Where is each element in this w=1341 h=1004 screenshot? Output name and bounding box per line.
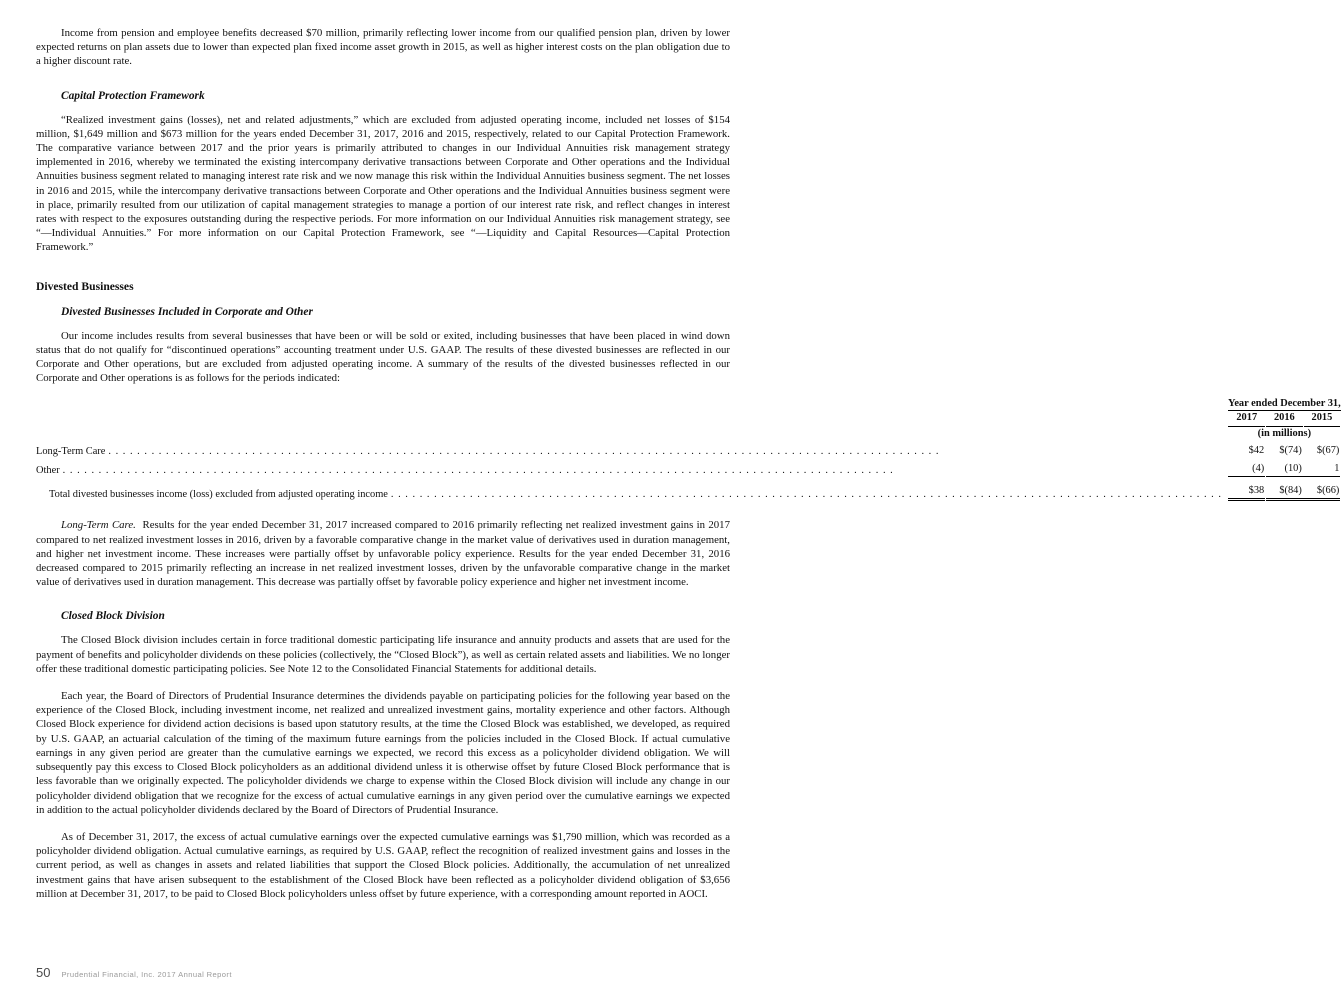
- paragraph-long-term-care-text: Results for the year ended December 31, 2017 increased compared to 2016 primarily reflecting net realized investment gains in 2017 compared to net realized investment losses in 2016, driven by a favorable comparative change in the market value of derivatives used in duration management, and higher net investment income. These increases were partially offset by unfavorable policy experience. Results for the year ended December 31, 2016 decreased compared to 2015 primarily reflecting an increase in net realized investment losses, driven by the unfavorable comparative change in the market value of derivatives used in duration management. This decrease was partially offset by favorable policy experience and higher net investment income.: [36, 519, 730, 589]
- heading-capital-protection-framework: Capital Protection Framework: [61, 89, 205, 102]
- paragraph-divested-businesses: Our income includes results from several businesses that have been or will be sold or exited, including businesses that have been placed in wind down status that do not qualify for “discontinued operations” accounting treatment under U.S. GAAP. The results of these divested businesses are reflected in our Corporate and Other operations, but are excluded from adjusted operating income. A summary of the results of the divested businesses reflected in our Corporate and Other operations is as follows for the periods indicated:: [36, 329, 730, 385]
- row-label: Other: [36, 465, 60, 477]
- heading-divested-businesses-sub: Divested Businesses Included in Corporate and Other: [61, 305, 313, 318]
- page-footer: [36, 965, 730, 980]
- cell-value: (4): [1228, 460, 1265, 477]
- dot-leader: [63, 464, 1222, 477]
- cell-value: $38: [1228, 482, 1265, 501]
- table-header-year-ended: Year ended December 31,: [1227, 398, 1341, 410]
- heading-divested-businesses: Divested Businesses: [36, 279, 134, 293]
- row-label: Long-Term Care: [36, 446, 106, 458]
- paragraph-closed-block-2: Each year, the Board of Directors of Prudential Insurance determines the dividends payable on participating policies for the following year based on the experience of the Closed Block, including investment income, net realized and unrealized investment gains, mortality experience and other factors. Although Closed Block experience for dividend action decisions is based upon statutory results, at the time the Closed Block was established, we developed, as required by U.S. GAAP, an actuarial calculation of the timing of the maximum future earnings from the policies included in the Closed Block. If actual cumulative earnings in any given period are greater than the cumulative earnings we expected, we record this excess as a policyholder dividend obligation. We will subsequently pay this excess to Closed Block policyholders as an additional dividend unless it is otherwise offset by future Closed Block performance that is less favorable than we originally expected. The policyholder dividends we charge to expense within the Closed Block division will include any change in our policyholder dividend obligation that we recognize for the excess of actual cumulative earnings in any given period over the cumulative earnings we expected in addition to the actual policyholder dividends declared by the Board of Directors of Prudential Insurance.: [36, 690, 730, 816]
- cell-value: 1: [1303, 460, 1340, 477]
- table-col-2016: 2016: [1266, 411, 1304, 428]
- table-row-other: [36, 458, 1341, 477]
- row-label: Total divested businesses income (loss) excluded from adjusted operating income: [49, 489, 388, 501]
- cell-value: $(74): [1279, 445, 1302, 457]
- cell-value: $(66): [1303, 482, 1340, 501]
- cell-value: $42: [1248, 445, 1265, 457]
- dot-leader: [108, 445, 1222, 458]
- heading-closed-block-division: Closed Block Division: [61, 610, 165, 623]
- cell-value: $(84): [1266, 482, 1303, 501]
- table-units-row: [36, 427, 1341, 440]
- table-col-2015: 2015: [1303, 411, 1341, 428]
- table-header-years-row: [36, 411, 1341, 428]
- paragraph-capital-protection: “Realized investment gains (losses), net and related adjustments,” which are excluded from adjusted operating income, included net losses of $154 million, $1,649 million and $673 million for the years ended December 31, 2017, 2016 and 2015, respectively, related to our Capital Protection Framework. The comparative variance between 2017 and the prior years is primarily attributed to changes in our Individual Annuities risk management strategy implemented in 2016, whereby we terminated the existing intercompany derivative transactions between Corporate and Other operations and the Individual Annuities business segment related to managing interest rate risk and we now manage this risk within the Individual Annuities business segment. The net losses in 2016 and 2015, while the intercompany derivative transactions between Corporate and Other operations and the Individual Annuities business segment were in place, primarily resulted from our utilization of capital management strategies to manage a portion of our interest rate risk, and reflect changes in interest rates with respect to the exposures outstanding during the respective periods. For more information on our Individual Annuities risk management strategy, see “—Individual Annuities.” For more information on our Capital Protection Framework, see “—Liquidity and Capital Resources—Capital Protection Framework.”: [36, 113, 730, 254]
- paragraph-long-term-care: [36, 518, 730, 589]
- divested-results-table: [36, 397, 1341, 501]
- table-col-2017: 2017: [1228, 411, 1266, 428]
- paragraph-closed-block-3: As of December 31, 2017, the excess of actual cumulative earnings over the expected cumulative earnings was $1,790 million, which was recorded as a policyholder dividend obligation. Actual cumulative earnings, as required by U.S. GAAP, reflect the recognition of realized investment gains and losses in the current period, as well as changes in assets and related liabilities that support the Closed Block policies. Additionally, the accumulation of net unrealized investment gains that have arisen subsequent to the establishment of the Closed Block have been reflected as a policyholder dividend obligation of $3,656 million at December 31, 2017, to be paid to Closed Block policyholders unless offset by future experience, with a corresponding amount reported in AOCI.: [36, 830, 730, 900]
- page-number: 50: [36, 965, 51, 980]
- paragraph-pension-benefits: Income from pension and employee benefits decreased $70 million, primarily reflecting lower income from our qualified pension plan, driven by lower expected returns on plan assets due to lower than expected plan fixed income asset growth in 2015, as well as higher interest costs on the plan obligation due to a higher discount rate.: [36, 27, 730, 68]
- paragraph-lead-long-term-care: Long-Term Care.: [61, 519, 136, 532]
- paragraph-closed-block-1: The Closed Block division includes certain in force traditional domestic participating life insurance and annuity products and assets that are used for the payment of benefits and policyholder dividends on these policies (collectively, the “Closed Block”), as well as certain related assets and liabilities. We no longer offer these traditional domestic participating policies. See Note 12 to the Consolidated Financial Statements for additional details.: [36, 634, 730, 675]
- table-row-total: [36, 477, 1341, 501]
- table-row-long-term-care: [36, 440, 1341, 458]
- dot-leader: [391, 488, 1222, 501]
- cell-value: (10): [1266, 460, 1303, 477]
- table-header-span-row: [36, 397, 1341, 411]
- cell-value: $(67): [1316, 445, 1340, 457]
- report-title: Prudential Financial, Inc. 2017 Annual Report: [61, 970, 232, 979]
- table-units-label: (in millions): [1257, 428, 1312, 440]
